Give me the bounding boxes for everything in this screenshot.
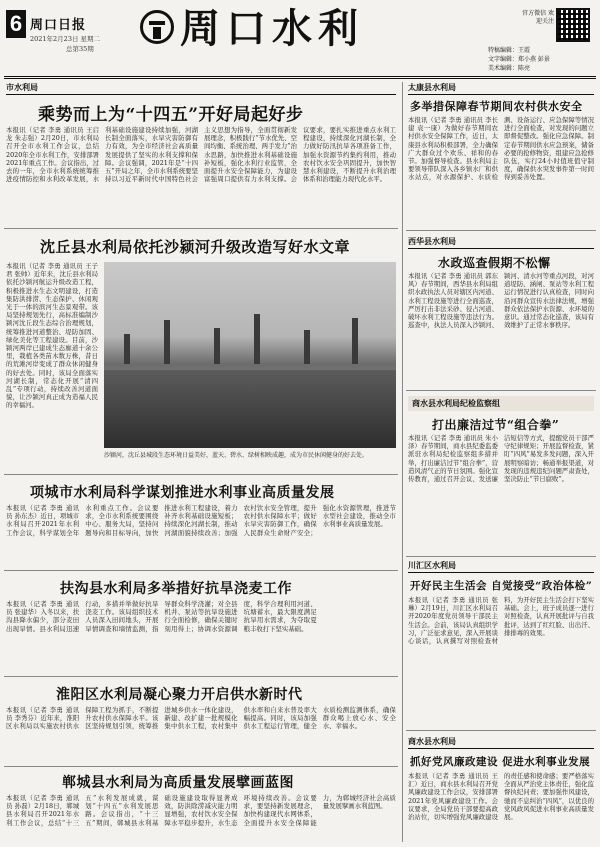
divider	[4, 474, 398, 475]
article-body: 本报讯（记者 李勇 通讯员 孙东杰）近日，项城市水利局召开2021年水利工作会议，科学谋划全年水利重点工作。会议要求，全市水利系统要围绕中心、服务大局，坚持问题导向和目标导向，加快推进水利工程建设，着力补齐水利基础设施短板；持续深化河湖长制，推动河湖面貌持续改善；加强农村饮水安全管理，提升农村供水保障水平；做好水旱灾害防御工作，确保人民群众生命财产安全；强化水资源管理，推进节水型社会建设，推动全市水利事业高质量发展。	[6, 504, 396, 537]
photo-water	[104, 370, 396, 448]
article-headline[interactable]: 沈丘县水利局依托沙颍河升级改造写好水文章	[40, 238, 351, 256]
divider	[406, 730, 596, 731]
article-body: 本报讯（记者 李勇 通讯员 郭东风）春节期间，西华县水利局组织水政执法人员对辖区内河道、水利工程设施等进行全面巡查，严厉打击非法采砂、侵占河道、破坏水利工程设施等违法行为。巡查中，执法人员深入沙颍河、颍河、清水河等重点河段，对河道堤防、涵闸、泵站等水利工程运行情况进行认真检查，同时向沿河群众宣传水法律法规，增强群众依法保护水资源、水环境的意识。通过常态化巡查，该局有效维护了正常水事秩序。	[408, 272, 594, 330]
article-headline[interactable]: 乘势而上为“十四五”开好局起好步	[38, 105, 304, 125]
page-title: 周口水利	[180, 5, 364, 52]
article-headline[interactable]: 水政巡查假期不松懈	[438, 256, 551, 270]
article-body: 本报讯（记者 李勇 通讯员 张琳）2月19日，川汇区水利局召开2020年度党员领导干部民主生活会。会前，该局认真组织学习，广泛征求意见，深入开展谈心谈话，认真撰写对照检查材料，为开好民主生活会打下坚实基础。会上，班子成员逐一进行对照检查，认真开展批评与自我批评，达到了红红脸、出出汗、排排毒的效果。	[408, 596, 594, 646]
article-headline[interactable]: 扶沟县水利局多举措好抗旱浇麦工作	[60, 581, 292, 597]
section-label: 商水县水利局纪检监察组	[408, 396, 594, 411]
editor-line: 美术编辑：陈亮	[488, 65, 531, 72]
photo-tree	[124, 334, 130, 364]
river-photo[interactable]	[104, 262, 396, 448]
article-headline[interactable]: 淮阳区水利局凝心聚力开启供水新时代	[56, 687, 303, 703]
section-label: 市水利局	[6, 82, 396, 95]
qr-caption: 官方微信 欢迎关注	[522, 10, 554, 25]
article-body: 本报讯（记者 李勇 通讯员 王子君 张帅）近年来，沈丘县水利局依托沙颍河航运升级改造工程，积极推进水生态文明建设，打造集防洪排涝、生态保护、休闲观光于一体的滨河生态景观带。该局坚持规划先行，高标准编制沙颍河沈丘段生态综合治理规划，统筹推进河道整治、堤防加固、绿化美化等工程建设。目前，沙颍河两岸已建成生态廊道十余公里，栽植各类苗木数万株，昔日的荒滩河岸变成了群众休闲健身的好去处。同时，该局全面落实河湖长制，常态化开展“清四乱”专项行动，持续改善河道面貌，让沙颍河真正成为造福人民的幸福河。	[6, 262, 98, 410]
divider	[406, 556, 596, 557]
divider	[4, 676, 398, 677]
divider	[406, 230, 596, 231]
article-body: 本报讯（记者 李勇 通讯员 孙磊）2月18日，郸城县水利局召开2021年水利工作会议，总结“十三五”水利发展成就，谋划“十四五”水利发展思路。会议指出，“十三五”期间，郸城县水利基础设施建设取得显著成效，防洪除涝减灾能力明显增强，农村饮水安全保障水平稳步提升，水生态环境持续改善。会议要求，要坚持新发展理念，加快构建现代水网体系，全面提升水安全保障能力，为郸城经济社会高质量发展擘画水利蓝图。	[6, 794, 396, 827]
article-headline[interactable]: 抓好党风廉政建设 促进水利事业发展	[410, 756, 591, 768]
article-body: 本报讯（记者 李勇 通讯员 张建华）入冬以来，扶沟县降水偏少，部分麦田出现旱情。县水利局迅速行动，多措并举做好抗旱浇麦工作。该局组织技术人员深入田间地头，开展旱情调查和墒情监测，指导群众科学浇灌；对全县机井、泵站等抗旱设施进行全面检修，确保关键时刻用得上；协调水资源调度，科学合理利用河道、坑塘蓄水，最大限度满足抗旱用水需求，为夺取夏粮丰收打下坚实基础。	[6, 600, 317, 633]
photo-tree	[304, 330, 310, 364]
article-body: 本报讯（记者 李勇 通讯员 王启龙 朱志强）2月20日，市水利局召开全市水利工作会议，总结2020年全市水利工作，安排部署2021年重点工作。会议指出，过去的一年，全市水利系统统筹推进疫情防控和水利改革发展，水利基础设施建设持续加强，河湖长制全面落实，水旱灾害防御有力有效，为全市经济社会高质量发展提供了坚实的水利支撑和保障。会议强调，2021年是“十四五”开局之年，全市水利系统要坚持以习近平新时代中国特色社会主义思想为指导，全面贯彻新发展理念，积极践行“节水优先、空间均衡、系统治理、两手发力”治水思路，加快推进水利基础设施补短板，强化水利行业监管，全面提升水安全保障能力，为建设富强周口提供有力水利支撑。会议要求，要扎实推进重点水利工程建设，持续深化河湖长制，全力做好防汛抗旱各项准备工作，加强水资源节约集约利用，推动农村饮水安全巩固提升，加快智慧水利建设，不断提升水利治理体系和治理能力现代化水平。	[6, 126, 396, 184]
qr-code-icon[interactable]	[556, 8, 590, 42]
article-body: 本报讯（记者 李勇 通讯员 李秀芬）近年来，淮阳区水利局以实施农村供水保障工程为抓手，不断提升农村供水保障水平。该区坚持规划引领，统筹推进城乡供水一体化建设，新建、改扩建一批规模化集中供水工程，农村集中供水率和自来水普及率大幅提高。同时，该局加强供水工程运行管理，健全水质检测监测体系，确保群众喝上放心水、安全水、幸福水。	[6, 706, 396, 731]
masthead-rule	[4, 76, 596, 77]
paper-name: 周口日报	[30, 18, 87, 33]
article-headline[interactable]: 多举措保障春节期间农村供水安全	[410, 100, 583, 113]
article-headline[interactable]: 项城市水利局科学谋划推进水利事业高质量发展	[30, 485, 335, 501]
section-label: 太康县水利局	[408, 82, 594, 95]
article-headline[interactable]: 打出廉洁过节“组合拳”	[432, 418, 560, 432]
column-divider	[402, 82, 403, 842]
article-headline[interactable]: 郸城县水利局为高质量发展擘画蓝图	[62, 775, 294, 791]
editor-line: 文字编辑：郑小燕 彭景	[488, 56, 550, 63]
divider	[4, 228, 398, 229]
issue-number: 总第35期	[66, 45, 94, 53]
divider	[406, 390, 596, 391]
photo-tree	[164, 320, 170, 364]
divider	[4, 570, 398, 571]
section-label: 商水县水利局	[408, 736, 594, 749]
photo-tree	[214, 328, 220, 364]
article-body: 本报讯（记者 李勇 通讯员 王汇）近日，商水县水利局召开党风廉政建设工作会议，安排部署2021年党风廉政建设工作。会议要求，全局党员干部要提高政治站位，切实增强党风廉政建设的责任感和使命感；要严格落实全面从严治党主体责任，强化监督执纪问责；要加强作风建设，驰而不息纠治“四风”，以优良的党风政风促进水利事业高质量发展。	[408, 772, 594, 822]
photo-tree	[254, 314, 260, 364]
photo-tree	[352, 318, 358, 364]
article-headline[interactable]: 开好民主生活会 自觉接受“政治体检”	[410, 580, 593, 592]
photo-caption: 沙颍河，沈丘县城段生态环境日益美好，蓝天、碧水、绿树相映成趣，成为市民休闲健身的好去处。	[104, 452, 369, 459]
section-label: 西华县水利局	[408, 236, 594, 249]
editor-line: 特稿编辑：王霞	[488, 47, 531, 54]
article-body: 本报讯（记者 李勇 通讯员 李长建 袁一康）为做好春节期间农村供水安全保障工作，近日，太康县水利局积极部署，全力确保广大群众过个欢乐、祥和的春节。加强督导检查。县水利局主要领导带队深入各乡镇水厂和供水站点，对水源保护、水质检测、设备运行、应急保障等情况进行全面检查，对发现的问题立即督促整改。强化应急保障。制定春节期间供水应急预案，储备必要的抢修物资，组建应急抢修队伍，实行24小时值班值守制度，确保供水突发事件第一时间得到妥善处置。	[408, 116, 594, 182]
divider	[4, 766, 398, 767]
article-body: 本报讯（记者 李勇 通讯员 朱小泽）春节期间，商水县纪委监委派驻水利局纪检监察组多措并举，打出廉洁过节“组合拳”，营造风清气正的节日氛围。强化宣传教育，通过召开会议、发送廉洁短信等方式，提醒党员干部严守纪律规矩；开展监督检查，紧盯“四风”易发多发问题，深入开展明察暗访；畅通举报渠道，对发现的违规违纪问题严肃查处，坚决防止“节日腐败”。	[408, 434, 594, 484]
water-emblem-icon	[140, 10, 174, 44]
section-label: 川汇区水利局	[408, 560, 594, 573]
editor-credits	[488, 46, 598, 73]
masthead-rule	[4, 78, 596, 79]
page-number: 6	[6, 10, 26, 38]
date-line: 2021年2月23日 星期二	[30, 35, 101, 43]
